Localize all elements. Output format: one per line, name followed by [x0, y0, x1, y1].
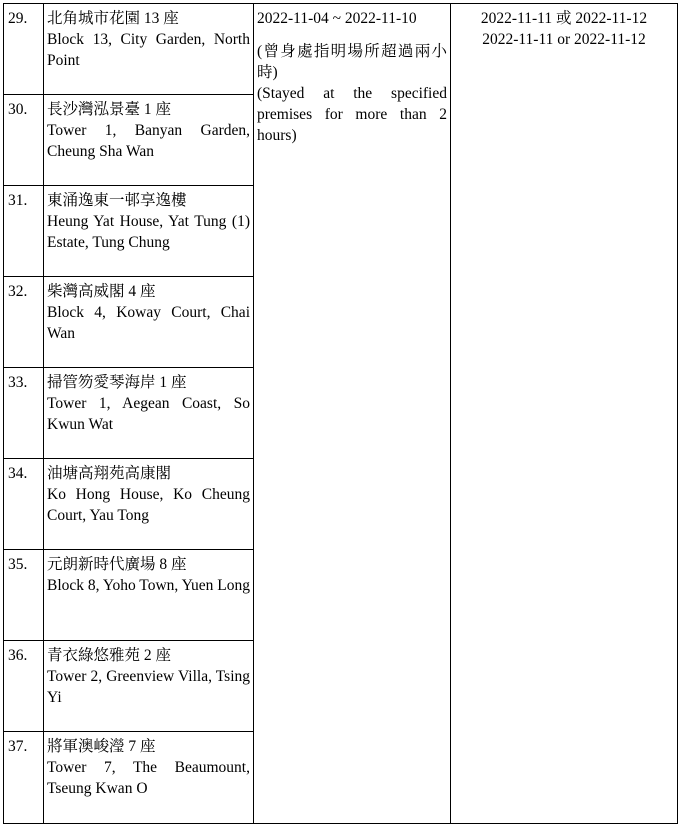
row-number: 30.	[4, 95, 44, 186]
row-number: 35.	[4, 550, 44, 641]
premises-name-zh: 青衣綠悠雅苑 2 座	[47, 647, 172, 664]
premises-name	[44, 641, 254, 732]
premises-name	[44, 459, 254, 550]
row-number: 29.	[4, 4, 44, 95]
premises-name-en: Block 8, Yoho Town, Yuen Long	[47, 577, 251, 594]
premises-name-zh: 東涌逸東一邨享逸樓	[47, 192, 187, 209]
row-number: 37.	[4, 732, 44, 824]
premises-name-en: Block 4, Koway Court, Chai Wan	[47, 304, 250, 342]
premises-name-zh: 將軍澳峻瀅 7 座	[47, 738, 156, 755]
table-row	[4, 4, 678, 95]
premises-name-zh: 油塘高翔苑高康閣	[47, 465, 172, 482]
premises-name	[44, 4, 254, 95]
premises-name-en: Ko Hong House, Ko Cheung Court, Yau Tong	[47, 486, 250, 524]
premises-name-en: Heung Yat House, Yat Tung (1) Estate, Tung Chung	[47, 213, 250, 251]
row-number: 32.	[4, 277, 44, 368]
row-number: 36.	[4, 641, 44, 732]
test-dates-zh: 2022-11-11 或 2022-11-12	[480, 10, 648, 27]
test-dates-en: 2022-11-11 or 2022-11-12	[482, 31, 646, 48]
premises-name	[44, 550, 254, 641]
stay-period	[254, 4, 451, 824]
premises-name-en: Tower 7, The Beaumount, Tseung Kwan O	[47, 759, 250, 797]
stay-note-en: (Stayed at the specified premises for more than 2 hours)	[257, 85, 447, 144]
premises-name	[44, 186, 254, 277]
premises-name	[44, 368, 254, 459]
premises-name-en: Tower 1, Aegean Coast, So Kwun Wat	[47, 395, 250, 433]
premises-name	[44, 277, 254, 368]
premises-name-zh: 北角城市花園 13 座	[47, 10, 179, 27]
premises-name-zh: 長沙灣泓景臺 1 座	[47, 101, 172, 118]
row-number: 33.	[4, 368, 44, 459]
premises-name-zh: 柴灣高威閣 4 座	[47, 283, 156, 300]
stay-dates: 2022-11-04 ~ 2022-11-10	[257, 10, 417, 27]
row-number: 34.	[4, 459, 44, 550]
premises-name-en: Tower 1, Banyan Garden, Cheung Sha Wan	[47, 122, 250, 160]
premises-table	[3, 3, 678, 824]
premises-name-en: Tower 2, Greenview Villa, Tsing Yi	[47, 668, 250, 706]
premises-name	[44, 732, 254, 824]
premises-name-zh: 掃管笏愛琴海岸 1 座	[47, 374, 187, 391]
premises-name-zh: 元朗新時代廣場 8 座	[47, 556, 187, 573]
row-number: 31.	[4, 186, 44, 277]
premises-name-en: Block 13, City Garden, North Point	[47, 31, 250, 69]
premises-name	[44, 95, 254, 186]
test-dates	[451, 4, 678, 824]
stay-note-zh: (曾身處指明場所超過兩小時)	[257, 43, 447, 81]
